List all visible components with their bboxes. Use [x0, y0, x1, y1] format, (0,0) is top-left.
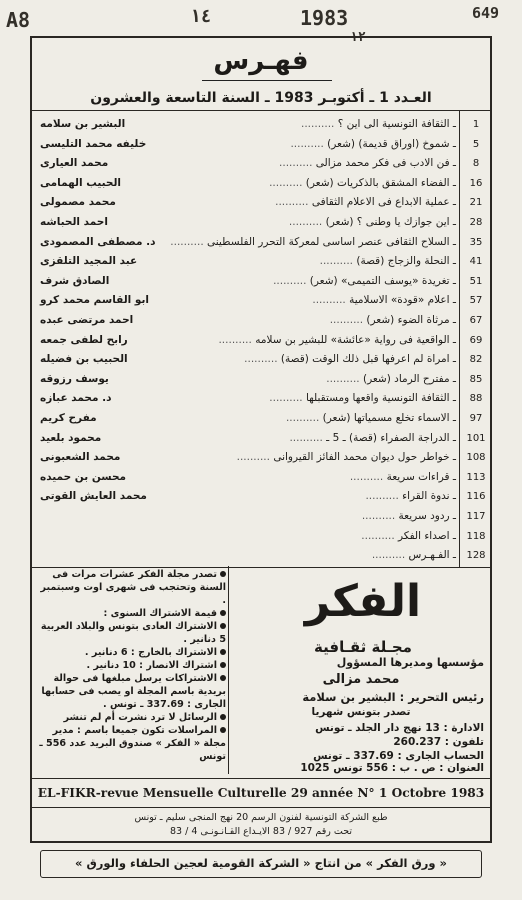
handwritten-mark: ١٢ — [350, 30, 366, 45]
toc-page-number: 117 — [466, 511, 486, 522]
info-item — [36, 711, 226, 724]
info-item — [36, 607, 226, 620]
toc-title — [275, 196, 456, 208]
toc-page-number: 5 — [472, 138, 480, 150]
handwritten-page: 649 — [472, 4, 500, 22]
toc-title-text: ـ تغريدة «يوسف التميمى» (شعر) — [309, 274, 456, 287]
toc-title-text: ـ الفضاء المشقق بالذكريات (شعر) — [305, 176, 456, 189]
toc-leader-dots: .......... — [236, 451, 274, 464]
toc-page-number: 85 — [469, 373, 483, 385]
bullet-icon — [220, 662, 226, 668]
toc-row — [32, 370, 490, 390]
toc-title-text: ـ الواقعية فى رواية «عائشة» للبشير بن سلامه — [255, 333, 456, 346]
toc-row — [32, 429, 490, 449]
toc-row — [32, 154, 490, 174]
toc-title — [312, 294, 456, 306]
toc-title-text: ـ امراة لم اعرفها قبل ذلك الوقت (قصة) — [280, 353, 456, 366]
info-text: الاشتراك بالخارج : 6 دنانير . — [84, 647, 217, 658]
toc-title — [269, 392, 456, 404]
toc-leader-dots: .......... — [288, 216, 326, 228]
info-text: الاشتراك العادى بتونس والبلاد العربية 5 دنانير . — [40, 621, 226, 645]
printer-note — [32, 811, 490, 839]
info-item — [36, 672, 226, 711]
toc-author: الحبيب الهمامى — [40, 176, 122, 189]
toc-row — [32, 272, 490, 292]
toc-row — [32, 135, 490, 155]
toc-title — [361, 530, 456, 542]
toc-author: مفرح كريم — [40, 412, 97, 424]
toc-title-text: ـ مفترح الرماد (شعر) — [362, 372, 456, 385]
toc-title-text: ـ ردود سريعة — [398, 510, 456, 522]
toc-page-number: 41 — [469, 256, 483, 268]
french-caption: EL-FIKR-revue Mensuelle Culturelle 29 année N° 1 Octobre 1983 — [32, 778, 490, 808]
toc-leader-dots: .......... — [349, 470, 387, 483]
toc-title — [286, 412, 456, 424]
toc-row — [32, 193, 490, 213]
toc-author: محمد الشعبونى — [40, 451, 121, 464]
page-title: فهـرس — [213, 46, 309, 76]
masthead-line: الحساب الجارى : 337.69 ـ تونس — [313, 750, 484, 762]
toc-title — [273, 275, 456, 287]
toc-title-text: ـ الثقافة التونسية الى اين ؟ — [337, 118, 456, 130]
info-item — [36, 659, 226, 672]
toc-author: يوسف رزوقه — [40, 372, 109, 385]
toc-leader-dots: .......... — [170, 235, 207, 248]
toc-author: البشير بن سلامه — [40, 118, 126, 130]
toc-title — [289, 216, 456, 228]
toc-title — [170, 236, 456, 248]
toc-title-text: ـ قراءات سريعة — [386, 470, 456, 483]
page-frame — [30, 36, 492, 843]
masthead-line: العنوان : ص . ب : 556 تونس 1025 — [300, 762, 484, 774]
bullet-icon — [220, 571, 226, 577]
toc-title-text: ـ النحلة والزجاج (قصة) — [356, 255, 456, 268]
toc-row — [32, 115, 490, 135]
toc-leader-dots: .......... — [301, 118, 338, 130]
toc-page-number: 8 — [472, 158, 480, 170]
bullet-icon — [220, 727, 226, 733]
masthead-line: رئيس التحرير : البشير بن سلامة — [302, 690, 484, 704]
toc-row — [32, 409, 490, 429]
toc-row — [32, 546, 490, 566]
toc-title — [350, 471, 456, 483]
toc-title-text: ـ خواطر حول ديوان محمد الفائز القيروانى — [273, 451, 456, 464]
bullet-icon — [220, 649, 226, 655]
magazine-logo — [258, 576, 468, 656]
toc-title — [269, 177, 456, 189]
masthead-line: محمد مزالى — [322, 672, 400, 687]
toc-author: د. محمد عبازه — [40, 392, 112, 405]
toc-author: رابح لطفى جمعه — [40, 333, 128, 346]
toc-title-text: ـ عملية الابداع فى الاعلام الثقافى — [311, 196, 456, 209]
info-text: تصدر مجلة الفكر عشرات مرات فى السنة وتحتجب فى شهرى اوت وسبتمبر . — [40, 569, 226, 606]
toc-title — [320, 255, 456, 267]
toc-row — [32, 291, 490, 311]
toc-row — [32, 448, 490, 468]
toc-author: محمد مصمولى — [40, 196, 116, 209]
toc-title-text: ـ اين جوازك يا وطنى ؟ (شعر) — [325, 216, 456, 228]
toc-title-text: ـ الفـهـرس — [408, 549, 456, 562]
toc-leader-dots: .......... — [329, 314, 367, 326]
toc-page-number: 101 — [466, 432, 486, 444]
toc-author: احمد الحباشه — [40, 216, 108, 228]
toc-author: احمد مرتضى عبده — [40, 314, 134, 326]
toc-author: ابو القاسم محمد كرو — [40, 294, 150, 307]
printer-line: تحت رقم 927 / 83 الايـداع القـانـونـى 4 / 83 — [169, 826, 353, 837]
toc-page-number: 28 — [469, 217, 483, 228]
toc-author: محمد العايش القوتى — [40, 490, 147, 503]
logo-text: الفكر — [304, 576, 422, 627]
toc-leader-dots: .......... — [269, 176, 306, 189]
issue-subtitle: العـدد 1 ـ أكتوبـر 1983 ـ السنة التاسعة والعشرون — [90, 90, 432, 106]
toc-title — [326, 373, 456, 385]
info-item — [36, 568, 226, 607]
toc-row — [32, 311, 490, 331]
toc-title — [365, 490, 456, 502]
toc-page-number: 118 — [466, 530, 486, 542]
bullet-icon — [220, 623, 226, 629]
toc-row — [32, 213, 490, 233]
info-item — [36, 620, 226, 646]
masthead-line: الادارة : 13 نهج دار الجلد ـ تونس — [315, 722, 484, 734]
toc-title — [244, 353, 456, 365]
toc-author: الحبيب بن فضيله — [40, 353, 128, 366]
toc-row — [32, 507, 490, 527]
toc-row — [32, 487, 490, 507]
info-text: قيمة الاشتراك السنوى : — [103, 608, 217, 619]
toc-leader-dots: .......... — [244, 353, 281, 366]
toc-author: محمود بلعيد — [40, 431, 102, 444]
info-text: المراسلات تكون جميعا باسم : مدير مجلة « الفكر » صندوق البريد عدد 556 ـ تونس — [39, 725, 226, 762]
toc-page-number: 69 — [469, 334, 483, 346]
toc-leader-dots: .......... — [285, 412, 323, 424]
toc-title-text: ـ شموخ (اوراق قديمة) (شعر) — [327, 137, 456, 150]
toc-leader-dots: .......... — [361, 510, 399, 522]
toc-row — [32, 350, 490, 370]
toc-title-text: ـ مرثاة الضوء (شعر) — [366, 314, 456, 326]
info-item — [36, 646, 226, 659]
toc-page-number: 128 — [466, 550, 486, 562]
toc-author: محمد العيارى — [40, 157, 109, 170]
toc-page-number: 35 — [469, 236, 483, 248]
toc-row — [32, 252, 490, 272]
masthead-line: تصدر بتونس شهريا — [311, 706, 411, 718]
toc-leader-dots: .......... — [275, 196, 312, 209]
column-divider — [228, 566, 229, 774]
toc-leader-dots: .......... — [361, 529, 399, 542]
toc-leader-dots: .......... — [289, 431, 327, 444]
toc-page-number: 88 — [469, 393, 483, 405]
toc-leader-dots: .......... — [365, 490, 403, 503]
toc-leader-dots: .......... — [269, 392, 306, 405]
magazine-info-section — [32, 566, 490, 774]
toc-title — [362, 510, 456, 522]
title-divider — [202, 80, 332, 81]
toc-leader-dots: .......... — [218, 333, 256, 346]
toc-leader-dots: .......... — [326, 372, 363, 385]
toc-row — [32, 233, 490, 253]
toc-author: الصادق شرف — [40, 274, 110, 287]
toc-page-number: 67 — [469, 315, 483, 326]
toc-leader-dots: .......... — [312, 294, 350, 307]
handwritten-number: ١٤ — [190, 6, 212, 27]
toc-title — [237, 451, 456, 463]
toc-title-text: ـ اصداء الفكر — [398, 529, 456, 542]
toc-page-number: 113 — [466, 471, 486, 483]
masthead-line: مؤسسها ومديرها المسؤول — [336, 656, 484, 669]
toc-title-text: ـ السلاح الثقافى عنصر اساسى لمعركة التحرر الفلسطينى — [207, 235, 456, 248]
toc-leader-dots: .......... — [273, 274, 310, 287]
toc-title — [279, 157, 456, 169]
toc-title-text: ـ فن الادب فى فكر محمد مزالى — [315, 157, 456, 170]
toc-title-text: ـ الاسماء تخلع مسمياتها (شعر) — [322, 412, 456, 424]
toc-page-number: 108 — [466, 452, 486, 464]
info-item — [36, 724, 226, 763]
toc-leader-dots: .......... — [371, 549, 409, 562]
bullet-icon — [220, 714, 226, 720]
masthead-line: تلفون : 260.237 — [393, 736, 484, 748]
toc-title — [372, 549, 456, 561]
toc-title-text: ـ الثقافة التونسية واقعها ومستقبلها — [305, 392, 456, 405]
toc-page-number: 1 — [472, 119, 480, 130]
masthead — [232, 566, 490, 774]
toc-author: خليفه محمد التليسى — [40, 137, 147, 150]
toc-page-number: 97 — [469, 413, 483, 424]
toc-title — [290, 138, 456, 150]
toc-title-text: ـ اعلام «قودة» الاسلامية — [349, 294, 456, 307]
toc-title — [330, 314, 456, 326]
logo-subtitle: مجـلة ثقـافية — [314, 638, 412, 656]
handwritten-year: 1983 — [300, 6, 349, 30]
bullet-icon — [220, 610, 226, 616]
info-text: الرسائل لا ترد نشرت أم لم تنشر — [63, 712, 217, 723]
toc-title-text: ـ ندوة القراء — [402, 490, 456, 503]
toc-title — [218, 334, 456, 346]
toc-page-number: 51 — [469, 275, 483, 287]
toc-page-number: 16 — [469, 177, 483, 189]
toc-row — [32, 389, 490, 409]
toc-row — [32, 527, 490, 547]
toc-page-number: 116 — [466, 491, 486, 503]
toc-title-text: ـ الدراجة الصفراء (قصة) ـ 5 ـ — [326, 431, 456, 444]
bullet-icon — [220, 675, 226, 681]
toc-page-number: 21 — [469, 197, 483, 209]
toc-title — [289, 432, 456, 444]
toc-leader-dots: .......... — [319, 255, 357, 268]
toc-author: د. مصطفى المصمودى — [40, 235, 156, 248]
toc-author: عبد المجيد التلقزى — [40, 255, 138, 268]
toc-row — [32, 331, 490, 351]
paper-credit: « ورق الفكر » من انتاج « الشركة القومية لعجين الحلفاء والورق » — [40, 850, 482, 878]
printer-line: طبع الشركة التونسية لفنون الرسم 20 نهج المنجى سليم ـ تونس — [134, 812, 388, 823]
toc-leader-dots: .......... — [279, 157, 316, 170]
toc-page-number: 57 — [469, 295, 483, 307]
info-text: الاشتراكات يرسل مبلغها فى حوالة بريدية باسم المجلة او يصب فى حسابها الجارى : 337.69 ـ تونس . — [41, 673, 226, 710]
toc-author: محسن بن حميده — [40, 470, 127, 483]
toc-page-number: 82 — [469, 354, 483, 366]
info-text: اشتراك الانصار : 10 دنانير . — [86, 660, 217, 671]
subscription-info — [36, 568, 226, 763]
toc-leader-dots: .......... — [290, 137, 328, 150]
toc-title — [301, 118, 456, 130]
toc-row — [32, 174, 490, 194]
table-of-contents — [32, 110, 490, 568]
toc-row — [32, 468, 490, 488]
handwritten-ref: A8 — [6, 8, 31, 32]
